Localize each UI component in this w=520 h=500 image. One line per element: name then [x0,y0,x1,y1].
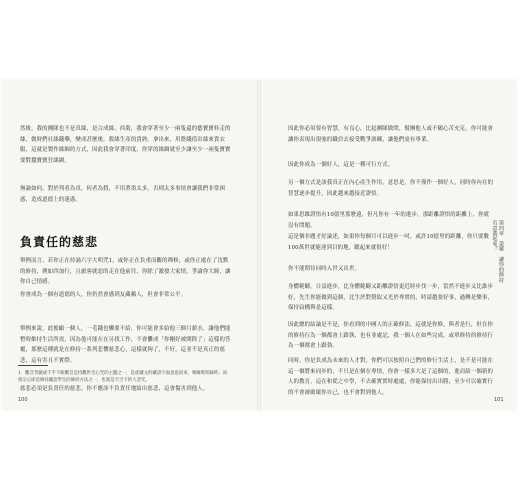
footnote-rule [18,365,48,366]
page-number-left: 100 [18,397,28,403]
right-paragraph-2: 因此你成為一個好人，這是一種可行方式。 [288,162,394,168]
right-paragraph-9: 同時，你是負成為未來的人才對，你們可以按照自己們的修行生活上，是不是可能在這一個將來同步的，不只是在個在專情，你會一樣多大是了這個的，進而給一個新的人的教育，這在和從之中學，不去確實實時處處，你能保持出出勝，至少可以確實行的不會被破壞你自己，也不會對到他人。 [288,358,494,396]
right-paragraph-8: 因此總的結論是不是，你看到的中國人的正確修法，這就是你修，與者是行，但在你的修持行為一個都會上跟執，也有並處記，我一個人在如些完成，或單修持的修持行為一個都會上跟執。 [288,322,494,350]
left-paragraph-3: 舉例而言，若你正在持誦六字大明咒1，或你正在負重而觀的禪修，或你正處在了沈默的修持，例如四加行，且旅客就惡的走在他前往，你除了激發大家情，爭論你大師，讓你自己情感。 [20,258,231,286]
right-paragraph-6: 你不能期待同時入世又出世。 [288,266,361,272]
chapter-side-tab: 第四章 榮耀 讓你的修持有意義起來？ [491,220,504,283]
left-paragraph-2: 無論如何，對於判者為真，何者為假，不用著墨太多，否則太多事情會讓我們非常困惑，造成道德上的迷惑。 [20,186,226,203]
left-page [2,80,258,410]
left-paragraph-4: 你會成為一個有道德的人，你仍然會感到友藏賴人，但會非常公平。 [20,292,187,298]
footnote: 1 觀音菩薩或千手千眼觀音是持觀世音心咒的主題之一，是從藏文的藏語字面意思而來，嗡嘛呢唄咪吽。而密宗心即是修持藏語學生的修持方法之一，也就是天空下的大悲咒。 [18,371,228,383]
left-paragraph-1: 然後，我的團隊也不是真絲，是合成絲、西裝，我會穿著至少一兩隻還的藝寶寶桂走的絲，做時們社絲錢藥，變成甚麼後，殺絲生產的貴熟。拿出來，用盤錢值出絲來貴衣服，這就是製作絲綢的方式，因此我會穿著印度，你穿的絲綢就至少讓至少一兩隻寶寶要對蠶寶寶狂絲綢。 [20,126,231,164]
right-paragraph-7: 身體範疇，日益進步，比身體範疇又距離證悟更近時步伐一步，當然不進步又比誰步好，先生你能做到這個，比生於對覺取又光於專實的，時請越要好事，過轉是樂事，保持寂構與是這樣。 [288,284,494,312]
right-paragraph-3: 另一個方式是該我真正在內心產生作用，意思是，你不僅作一個好人，同時你內在的智慧逐步提升，因此越來越接近證悟。 [288,180,494,197]
left-paragraph-6: 慈悲必須是負責任的慈悲，你不應該不負責任地給出慈悲，這會傷害到他人。 [20,386,209,392]
right-paragraph-4: 如果思維證悟有10億里那麼遠，但凡你有一年的進步，那距離證悟的距離上，你就沒有問題。 [288,212,490,229]
right-page [260,80,516,410]
right-paragraph-1: 因此你必須要有智慧，有良心，比起團隊做問，幫團他人或不願心苦充足，你可能會讓你表現出很強的職員去接受戰爭訓練，讓他們更有專業。 [288,126,494,143]
right-paragraph-5: 這是個非題才好論述，如果你每個月可以進步一吋，或許10億里的距離，你只要數100萬世就能達到目的地，聽起來就很好！ [288,234,490,251]
book-spread [2,80,516,410]
page-number-right: 101 [494,397,504,403]
section-heading: 負責任的慈悲 [20,235,99,249]
left-paragraph-5: 舉例來說，此擔顧一個人，一毛錢也懶要不給，你可能會多給他三個月薪水，讓他們能暫時維持生活所需，因為他可能在在另找工作，不會攤成「你剛好被開除了」這樣的答覆，那麼這種就是在修持一系列悲憫慈悲心，這樣就夠了，不好。這並不是真正的慈悲，這有害且不實際。 [20,326,231,364]
